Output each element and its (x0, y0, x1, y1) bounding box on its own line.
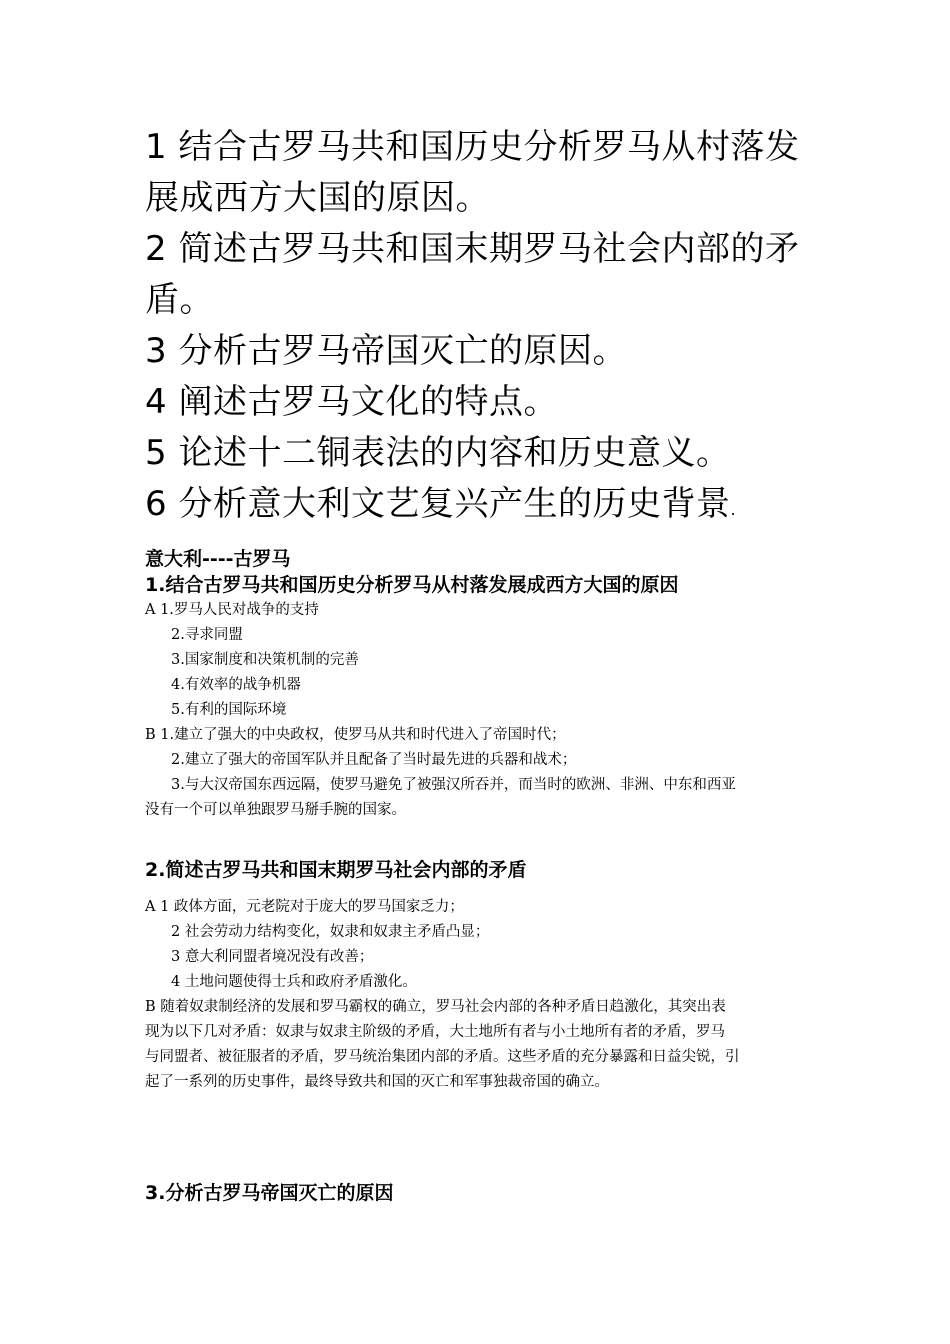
section-title: 意大利----古罗马 (145, 548, 291, 570)
question-5: 5 论述十二铜表法的内容和历史意义。 (145, 433, 731, 473)
s2-a-item-1: A 1 政体方面，元老院对于庞大的罗马国家乏力； (145, 899, 464, 915)
s2-b-line-2: 现为以下几对矛盾：奴隶与奴隶主阶级的矛盾，大土地所有者与小土地所有者的矛盾，罗马 (145, 1024, 725, 1040)
s2-a-item-2: 2 社会劳动力结构变化，奴隶和奴隶主矛盾凸显； (171, 924, 490, 940)
s1-b-item-3-line-2: 没有一个可以单独跟罗马掰手腕的国家。 (145, 802, 406, 818)
question-1-line-1: 1 结合古罗马共和国历史分析罗马从村落发 (145, 127, 800, 167)
question-2-line-1: 2 简述古罗马共和国末期罗马社会内部的矛 (145, 229, 800, 269)
question-2-line-2: 盾。 (145, 280, 214, 320)
question-4: 4 阐述古罗马文化的特点。 (145, 382, 558, 422)
s1-b-item-3-line-1: 3.与大汉帝国东西远隔，使罗马避免了被强汉所吞并，而当时的欧洲、非洲、中东和西亚 (171, 777, 736, 793)
s2-b-line-1: B 随着奴隶制经济的发展和罗马霸权的确立，罗马社会内部的各种矛盾日趋激化，其突出表 (145, 999, 726, 1015)
section-2-heading: 2.简述古罗马共和国末期罗马社会内部的矛盾 (145, 859, 527, 881)
s2-b-line-3: 与同盟者、被征服者的矛盾，罗马统治集团内部的矛盾。这些矛盾的充分暴露和日益尖锐，引 (145, 1049, 740, 1065)
s1-a-item-2: 2.寻求同盟 (171, 627, 243, 643)
question-6-text: 6 分析意大利文艺复兴产生的历史背景 (145, 484, 731, 524)
s2-a-item-3: 3 意大利同盟者境况没有改善； (171, 949, 374, 965)
s1-a-item-4: 4.有效率的战争机器 (171, 677, 301, 693)
s1-a-item-5: 5.有利的国际环境 (171, 702, 287, 718)
question-3: 3 分析古罗马帝国灭亡的原因。 (145, 331, 627, 371)
section-1-body (145, 598, 813, 823)
s1-a-item-1: A 1.罗马人民对战争的支持 (145, 602, 319, 618)
question-6-tail: . (730, 500, 737, 519)
section-3-heading: 3.分析古罗马帝国灭亡的原因 (145, 1182, 394, 1204)
section-1-heading: 1.结合古罗马共和国历史分析罗马从村落发展成西方大国的原因 (145, 574, 679, 596)
s2-a-item-4: 4 土地问题使得士兵和政府矛盾激化。 (171, 974, 417, 990)
question-6 (145, 479, 825, 535)
s1-b-item-2: 2.建立了强大的帝国军队并且配备了当时最先进的兵器和战术； (171, 752, 577, 768)
s1-b-item-1: B 1.建立了强大的中央政权，使罗马从共和时代进入了帝国时代； (145, 727, 566, 743)
section-2-body (145, 895, 813, 1095)
question-1-line-2: 展成西方大国的原因。 (145, 178, 490, 218)
s1-a-item-3: 3.国家制度和决策机制的完善 (171, 652, 359, 668)
s2-b-line-4: 起了一系列的历史事件，最终导致共和国的灭亡和军事独裁帝国的确立。 (145, 1074, 609, 1090)
question-list (145, 122, 825, 535)
